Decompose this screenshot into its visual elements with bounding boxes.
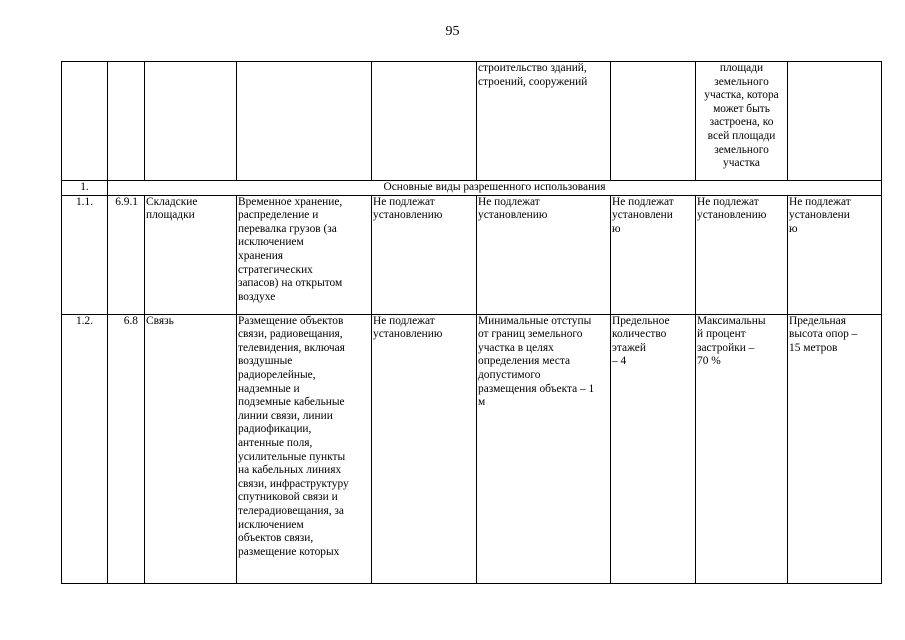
table-row (62, 195, 882, 314)
cell-empty (62, 62, 108, 181)
zoning-table (61, 61, 882, 584)
cell-continuation-col8: площади земельного участка, котора может быть застроена, ко всей площади земельного участка (696, 62, 788, 181)
cell-continuation-col6: строительство зданий, строений, сооружений (477, 62, 611, 181)
row-description: Временное хранение, распределение и перевалка грузов (за исключением хранения стратегических запасов) на открытом воздухе (237, 195, 372, 314)
section-number: 1. (62, 181, 108, 196)
row-col8: Максимальны й процент застройки – 70 % (696, 314, 788, 583)
row-description: Размещение объектов связи, радиовещания, телевидения, включая воздушные радиорелейные, надземные и подземные кабельные линии связи, линии радиофикации, антенные поля, усилительные пункты на кабельных линиях связи, инфраструктуру спутниковой связи и телерадиовещания, за исключением объектов связи, размещение которых (237, 314, 372, 583)
row-col8: Не подлежат установлению (696, 195, 788, 314)
row-name: Складские площадки (145, 195, 237, 314)
row-code: 6.8 (108, 314, 145, 583)
continuation-row (62, 62, 882, 181)
page-number: 95 (445, 24, 460, 39)
cell-empty (108, 62, 145, 181)
row-col5: Не подлежат установлению (372, 314, 477, 583)
row-number: 1.2. (62, 314, 108, 583)
row-col6: Не подлежат установлению (477, 195, 611, 314)
cell-empty (788, 62, 882, 181)
section-title: Основные виды разрешенного использования (108, 181, 882, 196)
cell-empty (145, 62, 237, 181)
cell-empty (372, 62, 477, 181)
row-number: 1.1. (62, 195, 108, 314)
section-row (62, 181, 882, 196)
row-col9: Предельная высота опор – 15 метров (788, 314, 882, 583)
cell-empty (611, 62, 696, 181)
table-row (62, 314, 882, 583)
cell-empty (237, 62, 372, 181)
row-code: 6.9.1 (108, 195, 145, 314)
row-col7: Предельное количество этажей – 4 (611, 314, 696, 583)
row-col9: Не подлежат установлени ю (788, 195, 882, 314)
row-name: Связь (145, 314, 237, 583)
row-col5: Не подлежат установлению (372, 195, 477, 314)
row-col7: Не подлежат установлени ю (611, 195, 696, 314)
row-col6: Минимальные отступы от границ земельного участка в целях определения места допустимого размещения объекта – 1 м (477, 314, 611, 583)
